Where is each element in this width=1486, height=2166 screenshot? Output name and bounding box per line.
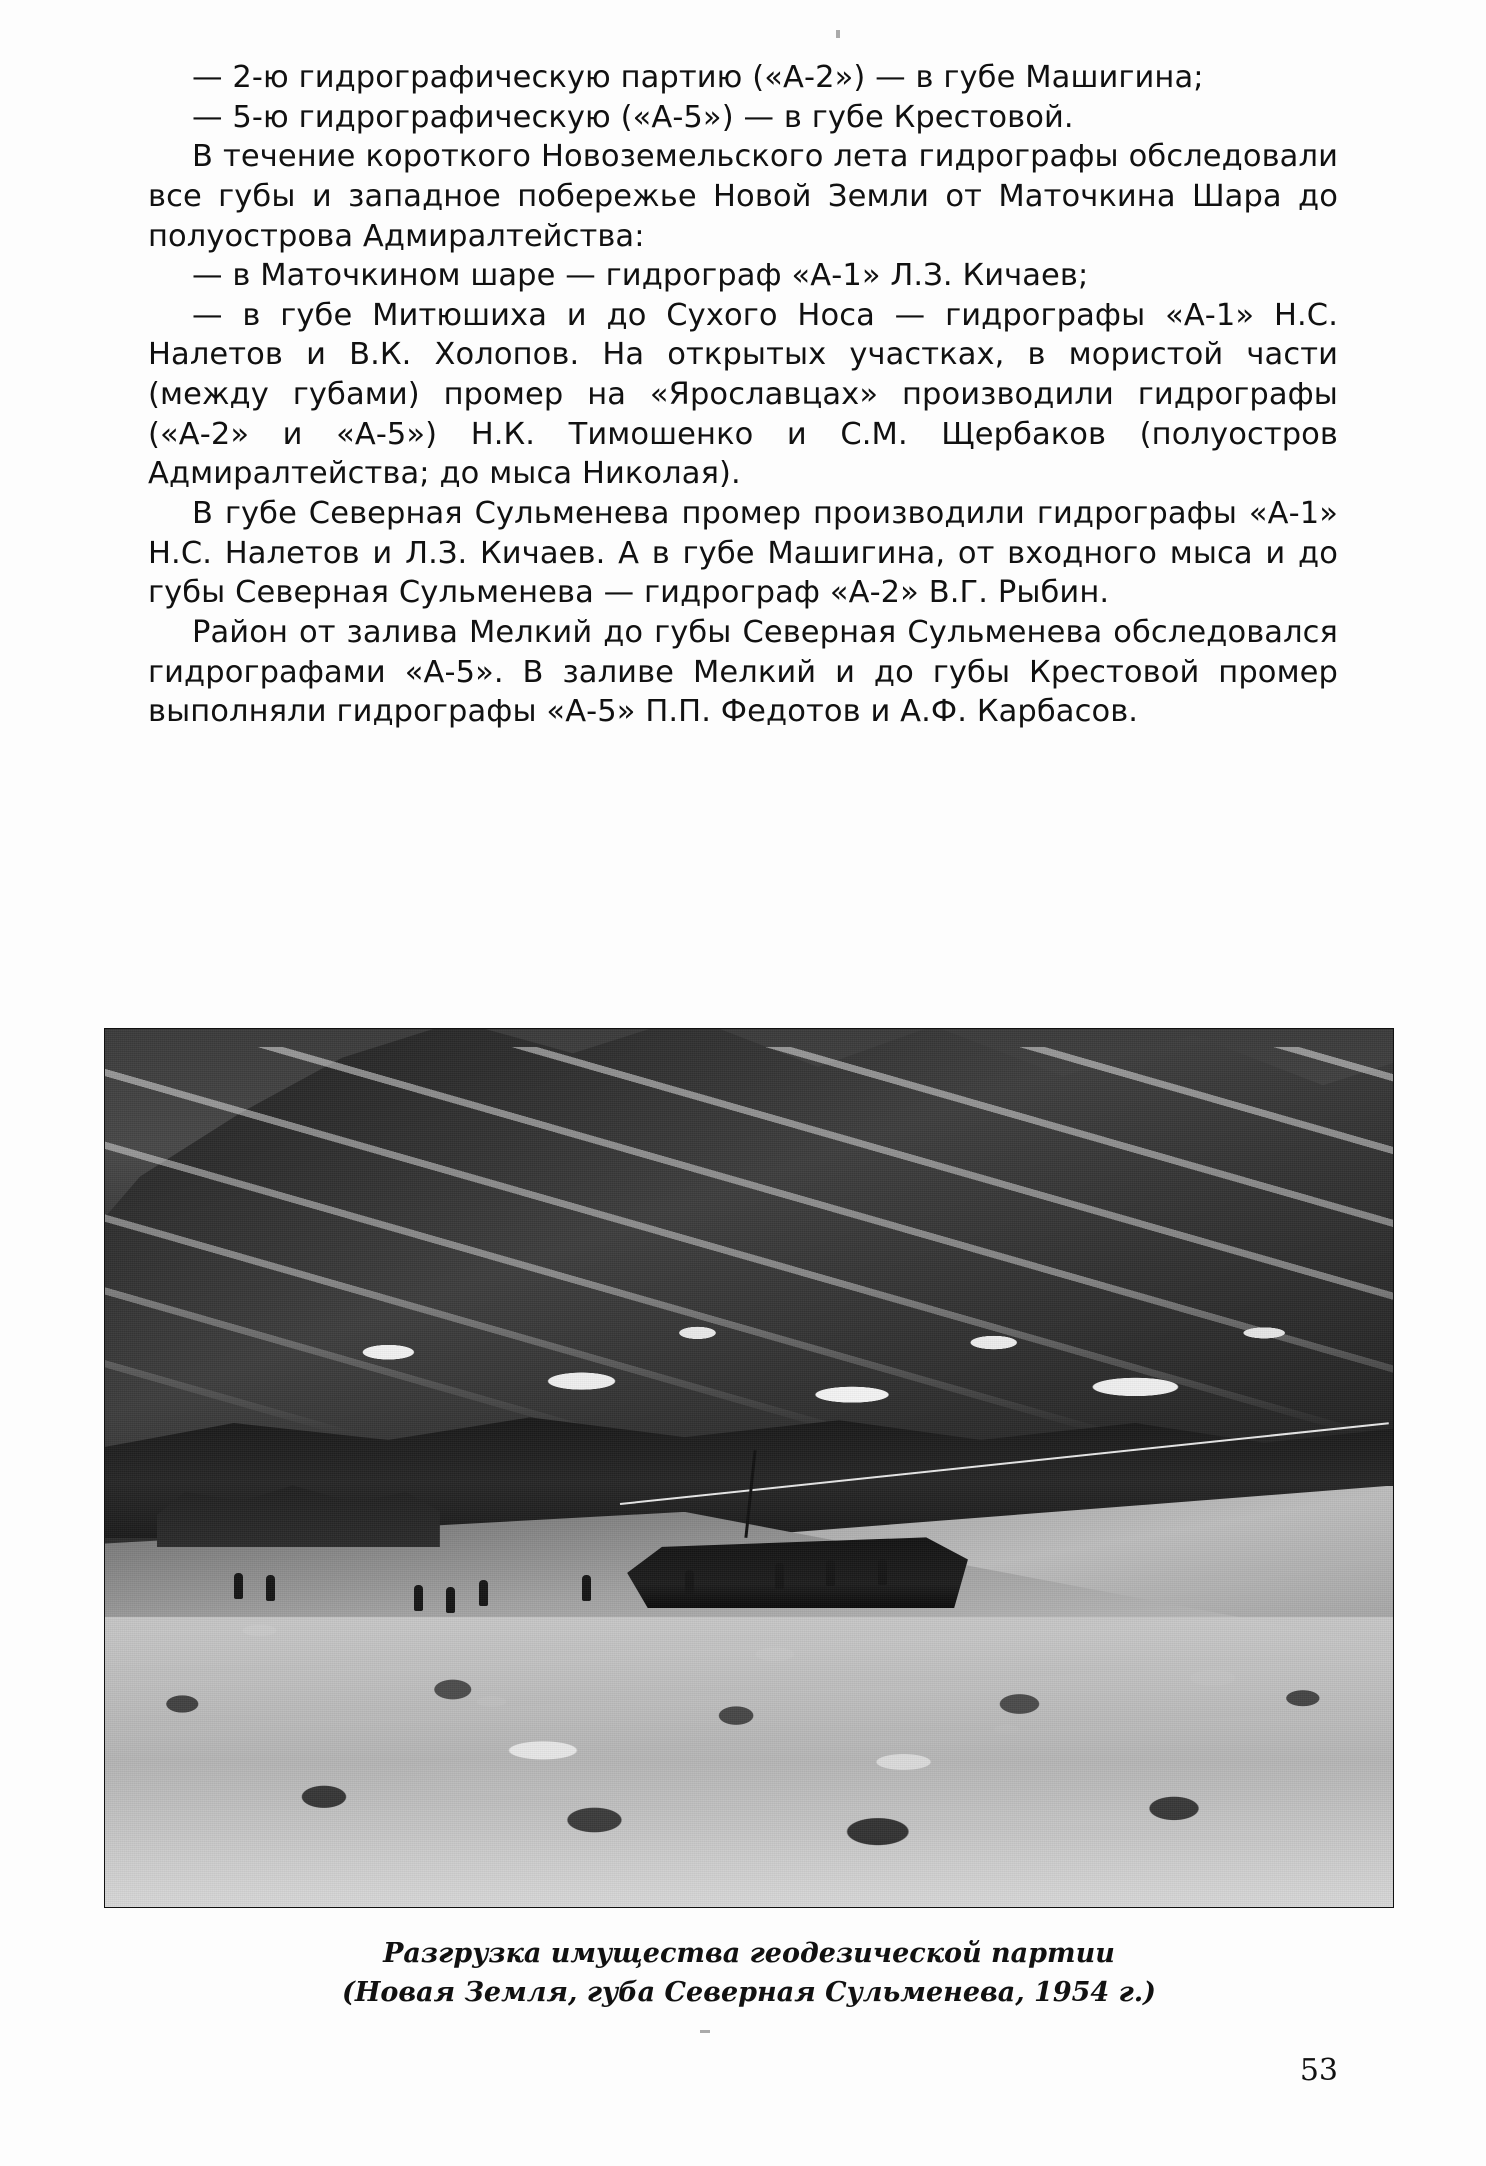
body-text-block: [148, 58, 1338, 732]
page-content: [148, 58, 1338, 732]
photograph: [104, 1028, 1394, 1908]
paragraph-dash-2: — 5-ю гидрографическую («А-5») — в губе Крестовой.: [192, 99, 1074, 135]
figure-caption-line-2: (Новая Земля, губа Северная Сульменева, 1954 г.): [342, 1977, 1156, 2009]
scan-speck-top: [836, 30, 840, 38]
figure-caption-line-1: Разгрузка имущества геодезической партии: [383, 1938, 1115, 1969]
page-number: 53: [1299, 2053, 1338, 2088]
paragraph-dash-1: — 2-ю гидрографическую партию («А-2») — в губе Машигина;: [192, 60, 1204, 95]
figure-caption: [104, 1934, 1394, 2012]
photo-pebble-beach: [105, 1617, 1393, 1907]
figure: [104, 1028, 1394, 2012]
paragraph-dash-4: — в губе Митюшиха и до Сухого Носа — гидрографы «А-1» Н.С. Налетов и В.К. Холопов. На открытых участках, в мористой части (между губами) промер на «Ярославцах» производили гидрографы («А-2» и «А-5») Н.К. Тимошенко и С.М. Щербаков (полуостров Адмиралтейства; до мыса Николая).: [148, 297, 1338, 492]
scan-speck-bottom: [700, 2030, 710, 2033]
paragraph-sulmeneva: В губе Северная Сульменева промер производили гидрографы «А-1» Н.С. Налетов и Л.З. Кичаев. А в губе Машигина, от входного мыса и до губы Северная Сульменева — гидрограф «А-2» В.Г. Рыбин.: [148, 496, 1338, 611]
paragraph-melkiy: Район от залива Мелкий до губы Северная Сульменева обследовался гидрографами «А-5». В заливе Мелкий и до губы Крестовой промер выполняли гидрографы «А-5» П.П. Федотов и А.Ф. Карбасов.: [148, 614, 1338, 730]
paragraph-dash-3: — в Маточкином шаре — гидрограф «А-1» Л.З. Кичаев;: [192, 258, 1089, 294]
paragraph-summer: В течение короткого Новоземельского лета гидрографы обследовали все губы и западное побережье Новой Земли от Маточкина Шара до полуострова Адмиралтейства:: [148, 139, 1338, 254]
